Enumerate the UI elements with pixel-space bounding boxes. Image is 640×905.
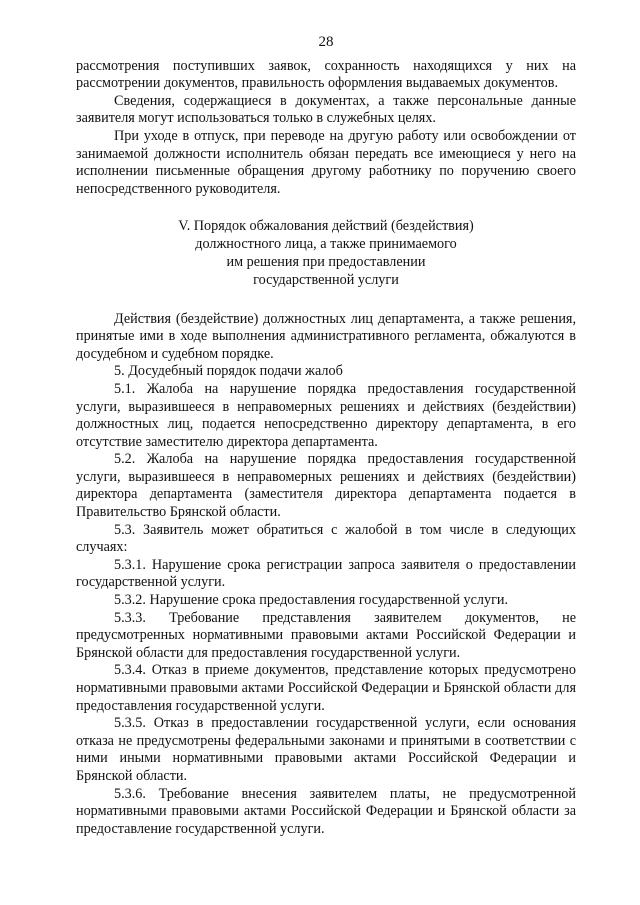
- paragraph-5: 5. Досудебный порядок подачи жалоб: [114, 363, 343, 380]
- paragraph-5-2: 5.2. Жалоба на нарушение порядка предоставления государственной услуги, выразившееся в неправомерных решениях и действиях (бездействии) директора департамента (заместителя директора департамента подается в Правительство Брянской области.: [76, 451, 576, 521]
- paragraph-5-3-6: 5.3.6. Требование внесения заявителем платы, не предусмотренной нормативными правовыми актами Российской Федерации и Брянской области за предоставление государственной услуги.: [76, 785, 576, 837]
- paragraph-5-1: 5.1. Жалоба на нарушение порядка предоставления государственной услуги, выразившееся в неправомерных решениях и действиях (бездействии) должностных лиц, подается непосредственно директору департамента, в его отсутствие заместителю директора департамента.: [76, 380, 576, 450]
- section-heading-line-3: им решения при предоставлении: [226, 253, 426, 270]
- paragraph-vacation-transfer: При уходе в отпуск, при переводе на другую работу или освобождении от занимаемой должности исполнитель обязан передать все имеющиеся у него на исполнении письменные обращения другому работнику по поручению своего непосредственного руководителя.: [76, 127, 576, 197]
- section-heading-line-4: государственной услуги: [253, 271, 399, 288]
- page-number: 28: [318, 34, 334, 50]
- paragraph-continuation: рассмотрения поступивших заявок, сохранность находящихся у них на рассмотрении документов, правильность оформления выдаваемых документов.: [76, 57, 576, 92]
- section-heading-line-2: должностного лица, а также принимаемого: [195, 236, 457, 253]
- paragraph-5-3-1: 5.3.1. Нарушение срока регистрации запроса заявителя о предоставлении государственной услуги.: [76, 556, 576, 591]
- paragraph-5-3-2: 5.3.2. Нарушение срока предоставления государственной услуги.: [114, 592, 509, 609]
- section-heading-line-1: V. Порядок обжалования действий (бездействия): [178, 218, 474, 235]
- paragraph-5-3-3: 5.3.3. Требование представления заявителем документов, не предусмотренных нормативными правовыми актами Российской Федерации и Брянской области для предоставления государственной услуги.: [76, 609, 576, 661]
- document-page: [76, 34, 576, 838]
- paragraph-appeal-intro: Действия (бездействие) должностных лиц департамента, а также решения, принятые ими в ходе выполнения административного регламента, обжалуются в досудебном и судебном порядке.: [76, 310, 576, 362]
- paragraph-5-3-5: 5.3.5. Отказ в предоставлении государственной услуги, если основания отказа не предусмотрены федеральными законами и принятыми в соответствии с ними иными нормативными правовыми актами Российской Федерации и Брянской области.: [76, 715, 576, 784]
- paragraph-personal-data: Сведения, содержащиеся в документах, а также персональные данные заявителя могут использоваться только в служебных целях.: [76, 92, 576, 127]
- paragraph-5-3: 5.3. Заявитель может обратиться с жалобой в том числе в следующих случаях:: [76, 521, 576, 556]
- section-heading: [76, 218, 576, 289]
- paragraph-5-3-4: 5.3.4. Отказ в приеме документов, представление которых предусмотрено нормативными правовыми актами Российской Федерации и Брянской области для предоставления государственной услуги.: [76, 662, 576, 714]
